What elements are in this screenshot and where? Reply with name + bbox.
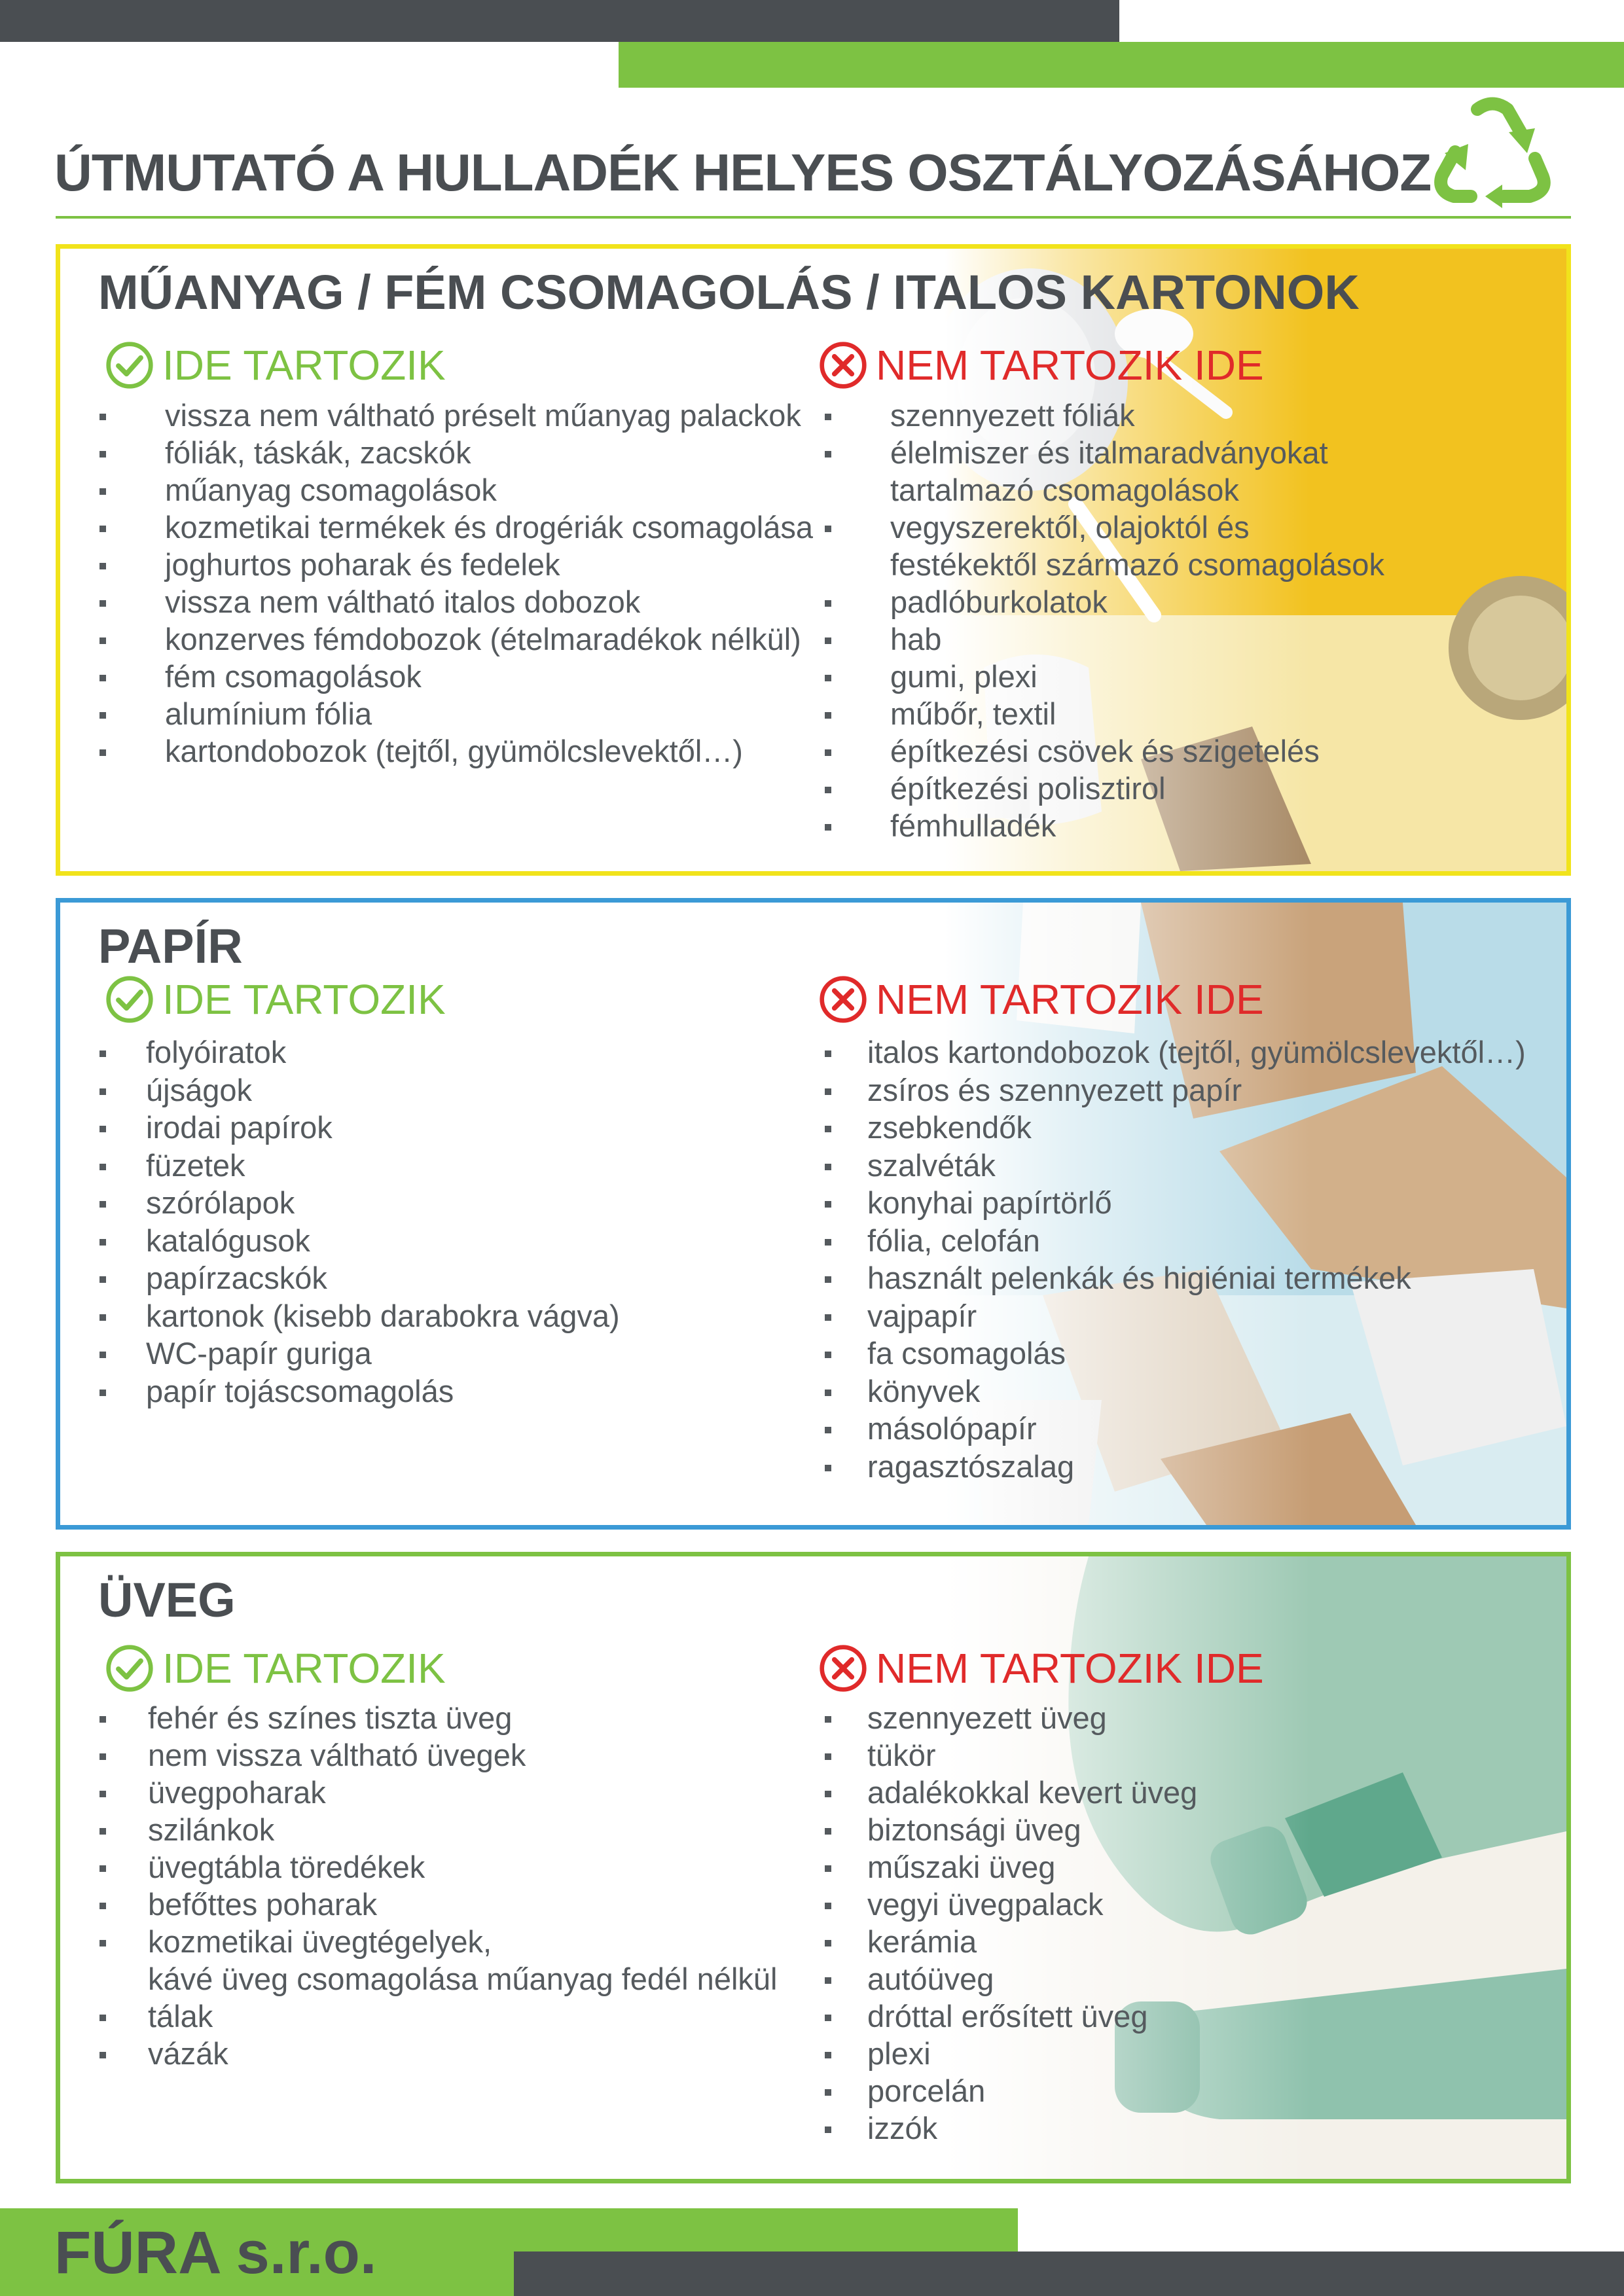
list-item: izzók [825, 2109, 1197, 2147]
list-item: ragasztószalag [825, 1448, 1526, 1486]
list-item: szilánkok [99, 1811, 777, 1848]
yes-heading-label: IDE TARTOZIK [162, 976, 446, 1023]
check-circle-icon [105, 340, 154, 390]
list-item-continuation: tartalmazó csomagolások [890, 473, 1239, 507]
list-item: biztonsági üveg [825, 1811, 1197, 1848]
section-title: MŰANYAG / FÉM CSOMAGOLÁS / ITALOS KARTONOK [98, 265, 1360, 319]
check-circle-icon [105, 1643, 154, 1693]
section-plastic [56, 244, 1571, 876]
recycle-icon [1430, 93, 1555, 211]
no-heading [818, 1643, 1264, 1693]
list-item: italos kartondobozok (tejtől, gyümölcslevektől…) [825, 1033, 1526, 1071]
list-item: padlóburkolatok [825, 583, 1384, 620]
list-item: kozmetikai termékek és drogériák csomagolása [99, 509, 813, 546]
list-item: WC-papír guriga [99, 1335, 620, 1372]
list-item: üvegtábla töredékek [99, 1848, 777, 1886]
yes-heading [105, 1643, 446, 1693]
list-item: építkezési polisztirol [825, 770, 1384, 807]
list-item: kartondobozok (tejtől, gyümölcslevektől…) [99, 732, 813, 770]
list-item: könyvek [825, 1372, 1526, 1410]
list-item: szennyezett üveg [825, 1699, 1197, 1736]
list-item: kartonok (kisebb darabokra vágva) [99, 1297, 620, 1335]
no-heading [818, 975, 1264, 1024]
list-item: élelmiszer és italmaradványokat [825, 434, 1384, 471]
list-item: füzetek [99, 1147, 620, 1185]
list-item: másolópapír [825, 1410, 1526, 1448]
list-item: fehér és színes tiszta üveg [99, 1699, 777, 1736]
list-item: plexi [825, 2035, 1197, 2072]
list-item: kozmetikai üvegtégelyek, [99, 1923, 777, 1960]
list-item-continuation: kávé üveg csomagolása műanyag fedél nélkül [148, 1962, 778, 1996]
section-title: ÜVEG [98, 1573, 236, 1627]
list-item: dróttal erősített üveg [825, 1998, 1197, 2035]
no-heading-label: NEM TARTOZIK IDE [876, 1645, 1264, 1692]
no-heading [818, 340, 1264, 390]
list-item: alumínium fólia [99, 695, 813, 732]
x-circle-icon [818, 975, 868, 1024]
list-item: befőttes poharak [99, 1886, 777, 1923]
list-item: újságok [99, 1071, 620, 1109]
yes-list [99, 397, 813, 770]
bottom-dark-bar [514, 2251, 1624, 2296]
list-item: építkezési csövek és szigetelés [825, 732, 1384, 770]
top-dark-bar [0, 0, 1119, 42]
list-item: műbőr, textil [825, 695, 1384, 732]
list-item: konyhai papírtörlő [825, 1184, 1526, 1222]
list-item: porcelán [825, 2072, 1197, 2109]
list-item: üvegpoharak [99, 1774, 777, 1811]
title-underline [56, 216, 1571, 219]
no-heading-label: NEM TARTOZIK IDE [876, 976, 1264, 1023]
list-item: hab [825, 620, 1384, 658]
list-item: vissza nem váltható préselt műanyag palackok [99, 397, 813, 434]
no-list [825, 397, 1384, 844]
top-green-bar [619, 42, 1624, 88]
no-list [825, 1033, 1526, 1485]
list-item: műanyag csomagolások [99, 471, 813, 509]
list-item: kerámia [825, 1923, 1197, 1960]
list-item: gumi, plexi [825, 658, 1384, 695]
list-item: vissza nem váltható italos dobozok [99, 583, 813, 620]
list-item: tálak [99, 1998, 777, 2035]
list-item: joghurtos poharak és fedelek [99, 546, 813, 583]
yes-list [99, 1033, 620, 1410]
list-item: nem vissza váltható üvegek [99, 1736, 777, 1774]
list-item: zsíros és szennyezett papír [825, 1071, 1526, 1109]
list-item: zsebkendők [825, 1109, 1526, 1147]
list-item: fólia, celofán [825, 1222, 1526, 1260]
company-name: FÚRA s.r.o. [54, 2219, 377, 2286]
yes-heading [105, 340, 446, 390]
yes-heading-label: IDE TARTOZIK [162, 342, 446, 389]
list-item: papír tojáscsomagolás [99, 1372, 620, 1410]
list-item: fóliák, táskák, zacskók [99, 434, 813, 471]
list-item: irodai papírok [99, 1109, 620, 1147]
list-item: fém csomagolások [99, 658, 813, 695]
no-heading-label: NEM TARTOZIK IDE [876, 342, 1264, 389]
list-item: használt pelenkák és higiéniai termékek [825, 1259, 1526, 1297]
yes-heading [105, 975, 446, 1024]
list-item: konzerves fémdobozok (ételmaradékok nélkül) [99, 620, 813, 658]
list-item: szennyezett fóliák [825, 397, 1384, 434]
list-item: fémhulladék [825, 807, 1384, 844]
list-item: fa csomagolás [825, 1335, 1526, 1372]
x-circle-icon [818, 1643, 868, 1693]
yes-heading-label: IDE TARTOZIK [162, 1645, 446, 1692]
check-circle-icon [105, 975, 154, 1024]
list-item: folyóiratok [99, 1033, 620, 1071]
list-item: szórólapok [99, 1184, 620, 1222]
yes-list [99, 1699, 777, 2072]
list-item: vegyszerektől, olajoktól és [825, 509, 1384, 546]
section-title: PAPÍR [98, 919, 243, 973]
list-item: vajpapír [825, 1297, 1526, 1335]
list-item: autóüveg [825, 1960, 1197, 1998]
list-item-continuation: festékektől származó csomagolások [890, 547, 1384, 582]
section-paper [56, 898, 1571, 1530]
list-item: vegyi üvegpalack [825, 1886, 1197, 1923]
list-item: katalógusok [99, 1222, 620, 1260]
section-glass [56, 1552, 1571, 2183]
list-item: vázák [99, 2035, 777, 2072]
list-item: papírzacskók [99, 1259, 620, 1297]
page-title: ÚTMUTATÓ A HULLADÉK HELYES OSZTÁLYOZÁSÁHOZ [54, 143, 1432, 202]
no-list [825, 1699, 1197, 2147]
list-item: tükör [825, 1736, 1197, 1774]
list-item: műszaki üveg [825, 1848, 1197, 1886]
x-circle-icon [818, 340, 868, 390]
list-item: adalékokkal kevert üveg [825, 1774, 1197, 1811]
list-item: szalvéták [825, 1147, 1526, 1185]
